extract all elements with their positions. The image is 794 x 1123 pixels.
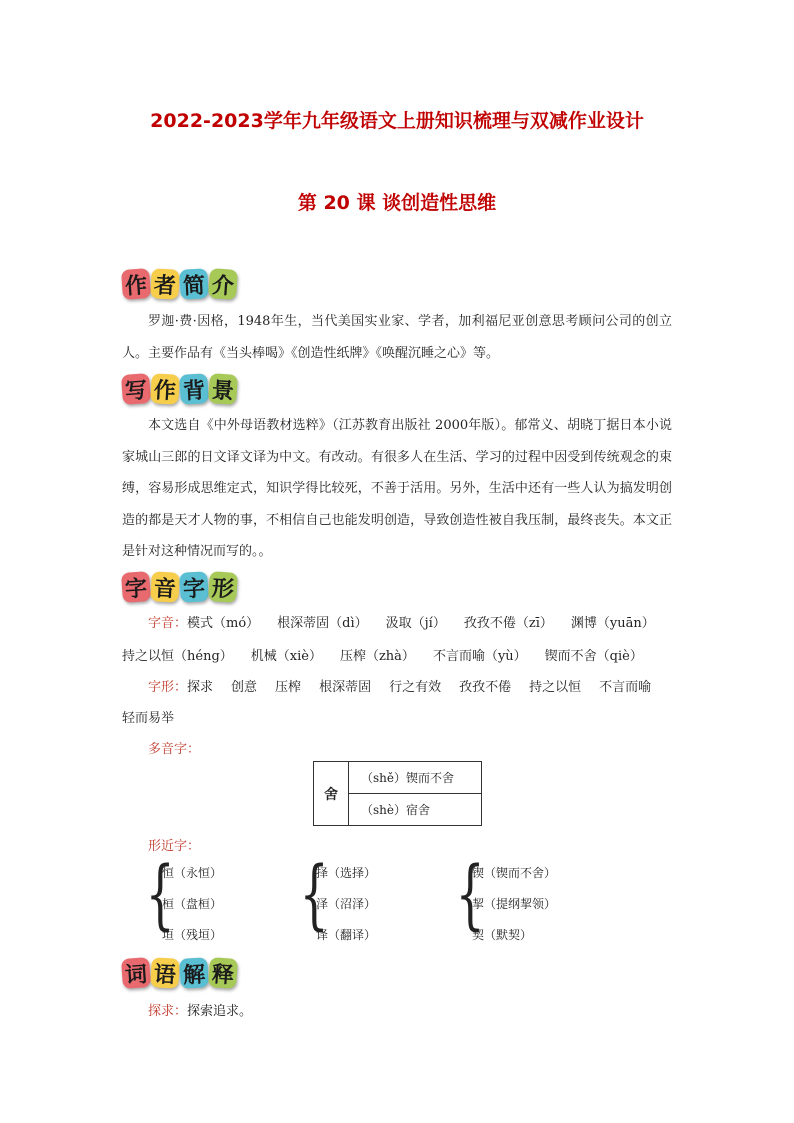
brace-icon: { <box>145 849 175 938</box>
similar-item: 锲（锲而不舍） <box>472 866 557 880</box>
heading-tile: 简 <box>179 268 209 299</box>
similar-item: 契（默契） <box>472 928 533 942</box>
similar-item: 译（翻译） <box>316 928 377 942</box>
section-heading-pronunciation <box>122 569 237 605</box>
heading-tile: 语 <box>150 957 180 988</box>
shape-item: 孜孜不倦 <box>459 680 512 695</box>
sound-item: 孜孜不倦（zī） <box>463 616 553 631</box>
polyphone-reading: （shè）宿舍 <box>349 794 482 826</box>
heading-tile: 景 <box>208 373 238 405</box>
shape-item: 创意 <box>231 680 258 695</box>
heading-tile: 背 <box>179 373 209 404</box>
shape-item: 压榨 <box>275 680 302 695</box>
similar-label: 形近字： <box>148 839 201 854</box>
similar-item: 恒（永恒） <box>162 866 223 880</box>
brace-icon: { <box>455 849 485 938</box>
vocab-definition: 探索追求。 <box>187 1004 253 1019</box>
heading-tile: 写 <box>121 373 151 405</box>
polyphone-reading: （shě）锲而不舍 <box>349 762 482 794</box>
vocab-entry <box>148 1000 252 1019</box>
heading-tile: 作 <box>121 268 151 300</box>
section-heading-vocab <box>122 955 237 991</box>
section-heading-author <box>122 266 237 302</box>
shape-item: 探求 <box>187 680 214 695</box>
document-title: 2022-2023学年九年级语文上册知识梳理与双减作业设计 <box>150 110 644 132</box>
shape-item: 轻而易举 <box>122 711 175 726</box>
similar-item: 挈（提纲挈领） <box>472 897 557 911</box>
heading-tile: 字 <box>121 571 151 603</box>
sound-item: 模式（mó） <box>187 616 260 631</box>
sound-row-1 <box>148 612 673 631</box>
similar-item: 垣（残垣） <box>162 928 223 942</box>
heading-tile: 释 <box>208 957 238 989</box>
shape-label: 字形： <box>148 680 188 695</box>
polyphone-table <box>313 761 482 826</box>
similar-group <box>162 858 222 951</box>
polyphone-char: 舍 <box>314 762 349 826</box>
heading-tile: 者 <box>150 268 180 299</box>
sound-item: 机械（xiè） <box>250 649 322 664</box>
heading-tile: 音 <box>150 571 180 602</box>
heading-tile: 作 <box>150 373 180 404</box>
similar-group <box>472 858 556 951</box>
author-paragraph <box>122 306 672 369</box>
sound-item: 持之以恒（héng） <box>122 649 233 664</box>
lesson-title: 第 20 课 谈创造性思维 <box>297 192 497 214</box>
background-paragraph <box>122 410 672 568</box>
sound-item: 根深蒂固（dì） <box>277 616 368 631</box>
shape-item: 根深蒂固 <box>319 680 372 695</box>
shape-item: 行之有效 <box>389 680 442 695</box>
vocab-term: 探求： <box>148 1004 188 1019</box>
sound-row-2 <box>122 645 661 664</box>
author-text: 罗迦·费·因格，1948年生，当代美国实业家、学者，加利福尼亚创意思考顾问公司的创立人。主要作品有《当头棒喝》《创造性纸牌》《唤醒沉睡之心》等。 <box>122 314 672 361</box>
shape-row-2 <box>122 707 174 726</box>
heading-tile: 字 <box>179 571 209 602</box>
heading-tile: 介 <box>208 268 238 300</box>
sound-item: 汲取（jí） <box>385 616 446 631</box>
sound-item: 渊博（yuān） <box>570 616 655 631</box>
heading-tile: 解 <box>179 957 209 988</box>
shape-row-1 <box>148 676 669 695</box>
similar-item: 择（选择） <box>316 866 377 880</box>
similar-item: 泽（沼泽） <box>316 897 377 911</box>
similar-item: 桓（盘桓） <box>162 897 223 911</box>
sound-item: 锲而不舍（qiè） <box>544 649 643 664</box>
heading-tile: 形 <box>208 571 238 603</box>
polyphone-label: 多音字： <box>148 742 201 757</box>
sound-label: 字音： <box>148 616 188 631</box>
shape-item: 不言而喻 <box>599 680 652 695</box>
background-text: 本文选自《中外母语教材选粹》（江苏教育出版社 2000年版）。郁常义、胡晓丁据日本小说家城山三郎的日文译文译为中文。有改动。有很多人在生活、学习的过程中因受到传统观念的束缚，容易形成思维定式，知识学得比较死，不善于活用。另外，生活中还有一些人认为搞发明创造的都是天才人物的事，不相信自己也能发明创造，导致创造性被自我压制，最终丧失。本文正是针对这种情况而写的。。 <box>122 418 672 559</box>
heading-tile: 词 <box>121 957 151 989</box>
sound-item: 不言而喻（yù） <box>432 649 527 664</box>
sound-item: 压榨（zhà） <box>339 649 415 664</box>
section-heading-background <box>122 371 237 407</box>
similar-group <box>316 858 376 951</box>
shape-item: 持之以恒 <box>529 680 582 695</box>
brace-icon: { <box>299 849 329 938</box>
